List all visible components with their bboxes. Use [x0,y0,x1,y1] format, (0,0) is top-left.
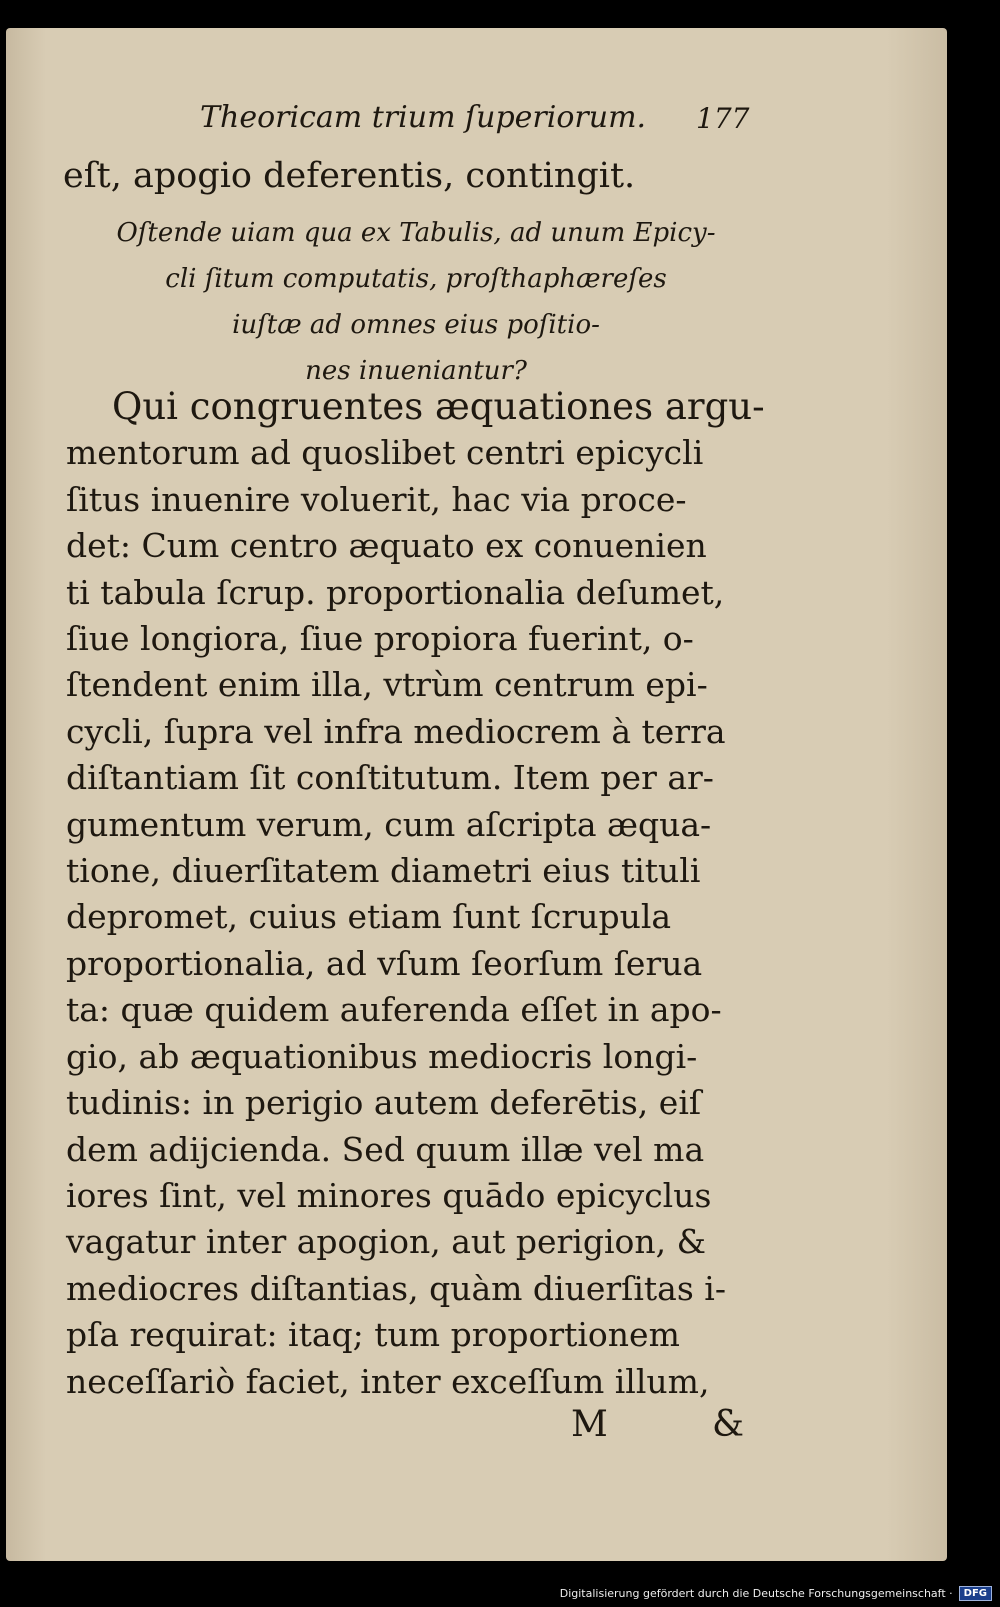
body-line: vagatur inter apogion, aut perigion, & [66,1222,707,1262]
body-line: tione, diuerſitatem diametri eius tituli [66,851,701,891]
catchword: & [712,1404,745,1445]
body-line: ſitus inuenire voluerit, hac via proce- [66,479,687,519]
body-line: iores ſint, vel minores quādo epicyclus [66,1175,712,1215]
question-line: iuſtæ ad omnes eius poſitio- [232,310,600,340]
footer-text: Digitalisierung gefördert durch die Deutsche Forschungsgemeinschaft · [559,1586,953,1600]
continued-line: eſt, apogio deferentis, contingit. [63,156,636,196]
body-line: Qui congruentes æquationes argu- [112,385,765,428]
body-line: ta: quæ quidem auferenda eſſet in apo- [66,990,722,1030]
question-line: Oſtende uiam qua ex Tabulis, ad unum Epicy- [116,218,716,248]
body-text [66,384,765,1405]
signature-mark: M [571,1404,608,1445]
digitization-footer [560,1583,992,1603]
body-line: gumentum verum, cum aſcripta æqua- [66,804,712,844]
dfg-logo: DFG [959,1586,992,1601]
running-head: Theoricam trium ſuperiorum. [200,100,647,135]
body-line: gio, ab æquationibus mediocris longi- [66,1036,698,1076]
question-line: nes inueniantur? [305,356,527,386]
body-line: neceſſariò faciet, inter exceſſum illum, [66,1361,710,1401]
body-line: mentorum ad quoslibet centri epicycli [66,433,704,473]
body-line: ſtendent enim illa, vtrùm centrum epi- [66,665,708,705]
body-line: diſtantiam ſit conſtitutum. Item per ar- [66,758,714,798]
body-line: ſiue longiora, ſiue propiora fuerint, o- [66,619,694,659]
body-line: depromet, cuius etiam ſunt ſcrupula [66,897,672,937]
body-line: proportionalia, ad vſum ſeorſum ſerua [66,943,703,983]
body-line: mediocres diſtantias, quàm diuerſitas i- [66,1268,726,1308]
question-line: cli ſitum computatis, proſthaphæreſes [165,264,667,294]
body-line: pſa requirat: itaq; tum proportionem [66,1315,680,1355]
body-line: tudinis: in perigio autem deferētis, eiſ [66,1083,702,1123]
body-line: cycli, ſupra vel infra mediocrem à terra [66,711,726,751]
body-line: det: Cum centro æquato ex conuenien [66,526,707,566]
page-number: 177 [696,102,750,135]
book-page [6,28,947,1561]
body-line: ti tabula ſcrup. proportionalia deſumet, [66,572,725,612]
question-heading [96,210,736,394]
body-line: dem adijcienda. Sed quum illæ vel ma [66,1129,705,1169]
